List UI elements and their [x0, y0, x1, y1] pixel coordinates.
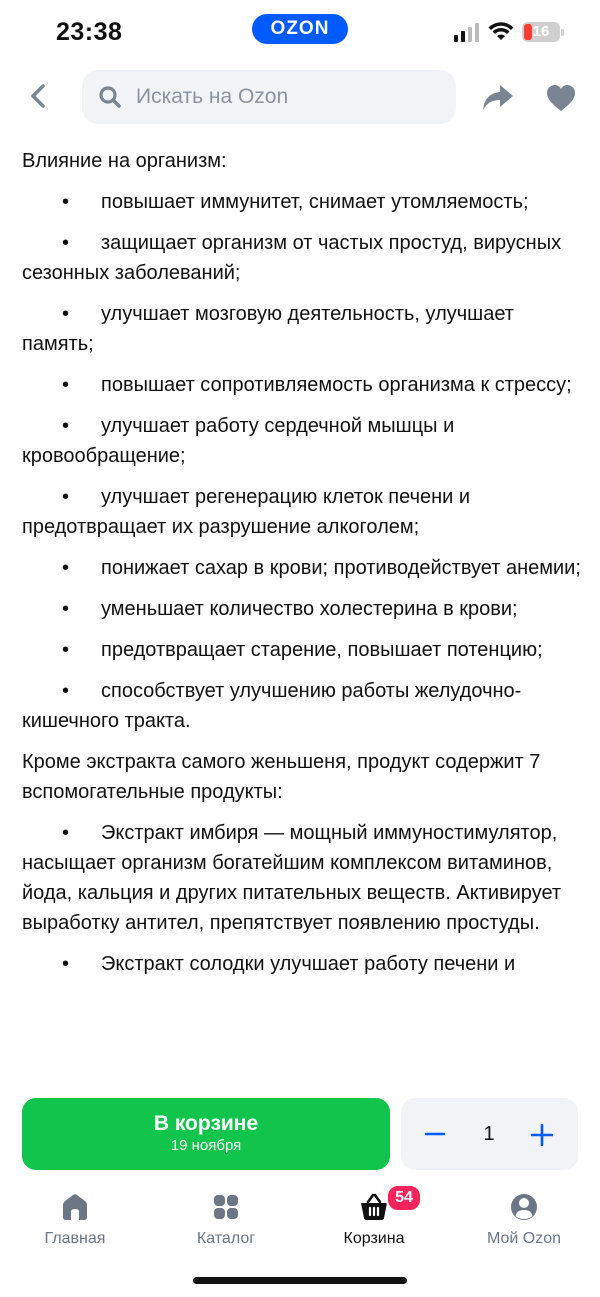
search-bar[interactable] [82, 70, 456, 124]
list-item-text: предотвращает старение, повышает потенцию; [101, 639, 543, 661]
list-item-text: повышает иммунитет, снимает утомляемость; [101, 191, 529, 213]
cart-count-badge: 54 [386, 1184, 422, 1212]
bullet-marker: • [62, 639, 70, 661]
profile-icon [509, 1192, 539, 1222]
bullet-marker: • [62, 557, 70, 579]
search-input[interactable] [136, 70, 436, 124]
bullet-marker: • [62, 303, 70, 325]
list-item-text: улучшает мозговую деятельность, улучшает память; [22, 303, 514, 355]
list-item [22, 187, 582, 217]
list-item-text: способствует улучшению работы желудочно-кишечного тракта. [22, 680, 522, 732]
bullet-marker: • [62, 191, 70, 213]
in-cart-button[interactable] [22, 1098, 390, 1170]
status-time: 23:38 [56, 18, 123, 46]
list-item [22, 411, 582, 471]
bullet-marker: • [62, 598, 70, 620]
home-indicator[interactable] [193, 1277, 407, 1284]
bullet-marker: • [62, 232, 70, 254]
tab-cart-label: Корзина [343, 1230, 405, 1247]
list-item [22, 635, 582, 665]
list-item-text: Экстракт имбиря — мощный иммуностимулятор, насыщает организм богатейшим комплексом витаминов, йода, кальция и других питательных веществ. Активирует выработку антител, препятствует появлению простуды. [22, 822, 562, 934]
list-item [22, 370, 582, 400]
search-icon [98, 85, 122, 109]
home-icon [60, 1192, 90, 1222]
bullet-marker: • [62, 680, 70, 702]
minus-icon[interactable] [425, 1124, 445, 1144]
tab-home[interactable] [15, 1186, 135, 1248]
list-item-text: понижает сахар в крови; противодействует анемии; [101, 557, 581, 579]
bullet-marker: • [62, 822, 70, 844]
cart-action-bar [0, 1092, 600, 1180]
bullet-marker: • [62, 415, 70, 437]
list-item-text: защищает организм от частых простуд, вирусных сезонных заболеваний; [22, 232, 562, 284]
battery-level: 16 [532, 23, 550, 40]
quantity-value: 1 [483, 1123, 495, 1145]
in-cart-button-label: В корзине [153, 1112, 259, 1135]
bullet-marker: • [62, 486, 70, 508]
description-paragraph: Кроме экстракта самого женьшеня, продукт содержит 7 вспомогательные продукты: [22, 751, 541, 803]
share-icon[interactable] [482, 82, 514, 112]
bullet-marker: • [62, 953, 70, 975]
plus-icon[interactable] [531, 1124, 553, 1146]
list-item [22, 299, 582, 359]
list-item [22, 594, 582, 624]
description-intro: Влияние на организм: [22, 150, 227, 172]
bullet-marker: • [62, 374, 70, 396]
battery-icon [522, 22, 560, 42]
delivery-date: 19 ноября [170, 1137, 242, 1154]
list-item [22, 228, 582, 288]
quantity-stepper [401, 1098, 578, 1170]
back-arrow-icon[interactable] [22, 80, 54, 112]
tab-profile[interactable] [464, 1186, 584, 1248]
list-item-text: улучшает регенерацию клеток печени и предотвращает их разрушение алкоголем; [22, 486, 471, 538]
list-item [22, 553, 582, 583]
tab-catalog[interactable] [166, 1186, 286, 1248]
catalog-grid-icon [211, 1192, 241, 1222]
status-bar [0, 0, 600, 64]
basket-icon [359, 1192, 389, 1222]
heart-icon[interactable] [546, 84, 576, 112]
list-item-text: Экстракт солодки улучшает работу печени и [101, 953, 516, 975]
list-item-text: улучшает работу сердечной мышцы и кровообращение; [22, 415, 455, 467]
list-item [22, 482, 582, 542]
tab-profile-label: Мой Ozon [486, 1230, 562, 1247]
list-item-text: уменьшает количество холестерина в крови; [101, 598, 518, 620]
tab-home-label: Главная [44, 1230, 106, 1247]
tab-catalog-label: Каталог [196, 1230, 256, 1247]
top-bar [0, 64, 600, 134]
list-item [22, 676, 582, 736]
list-item [22, 818, 582, 938]
ozon-logo: OZON [252, 14, 348, 44]
list-item [22, 949, 582, 979]
signal-icon [454, 22, 479, 42]
wifi-icon [488, 20, 514, 42]
list-item-text: повышает сопротивляемость организма к стрессу; [101, 374, 572, 396]
product-description [22, 146, 582, 1092]
